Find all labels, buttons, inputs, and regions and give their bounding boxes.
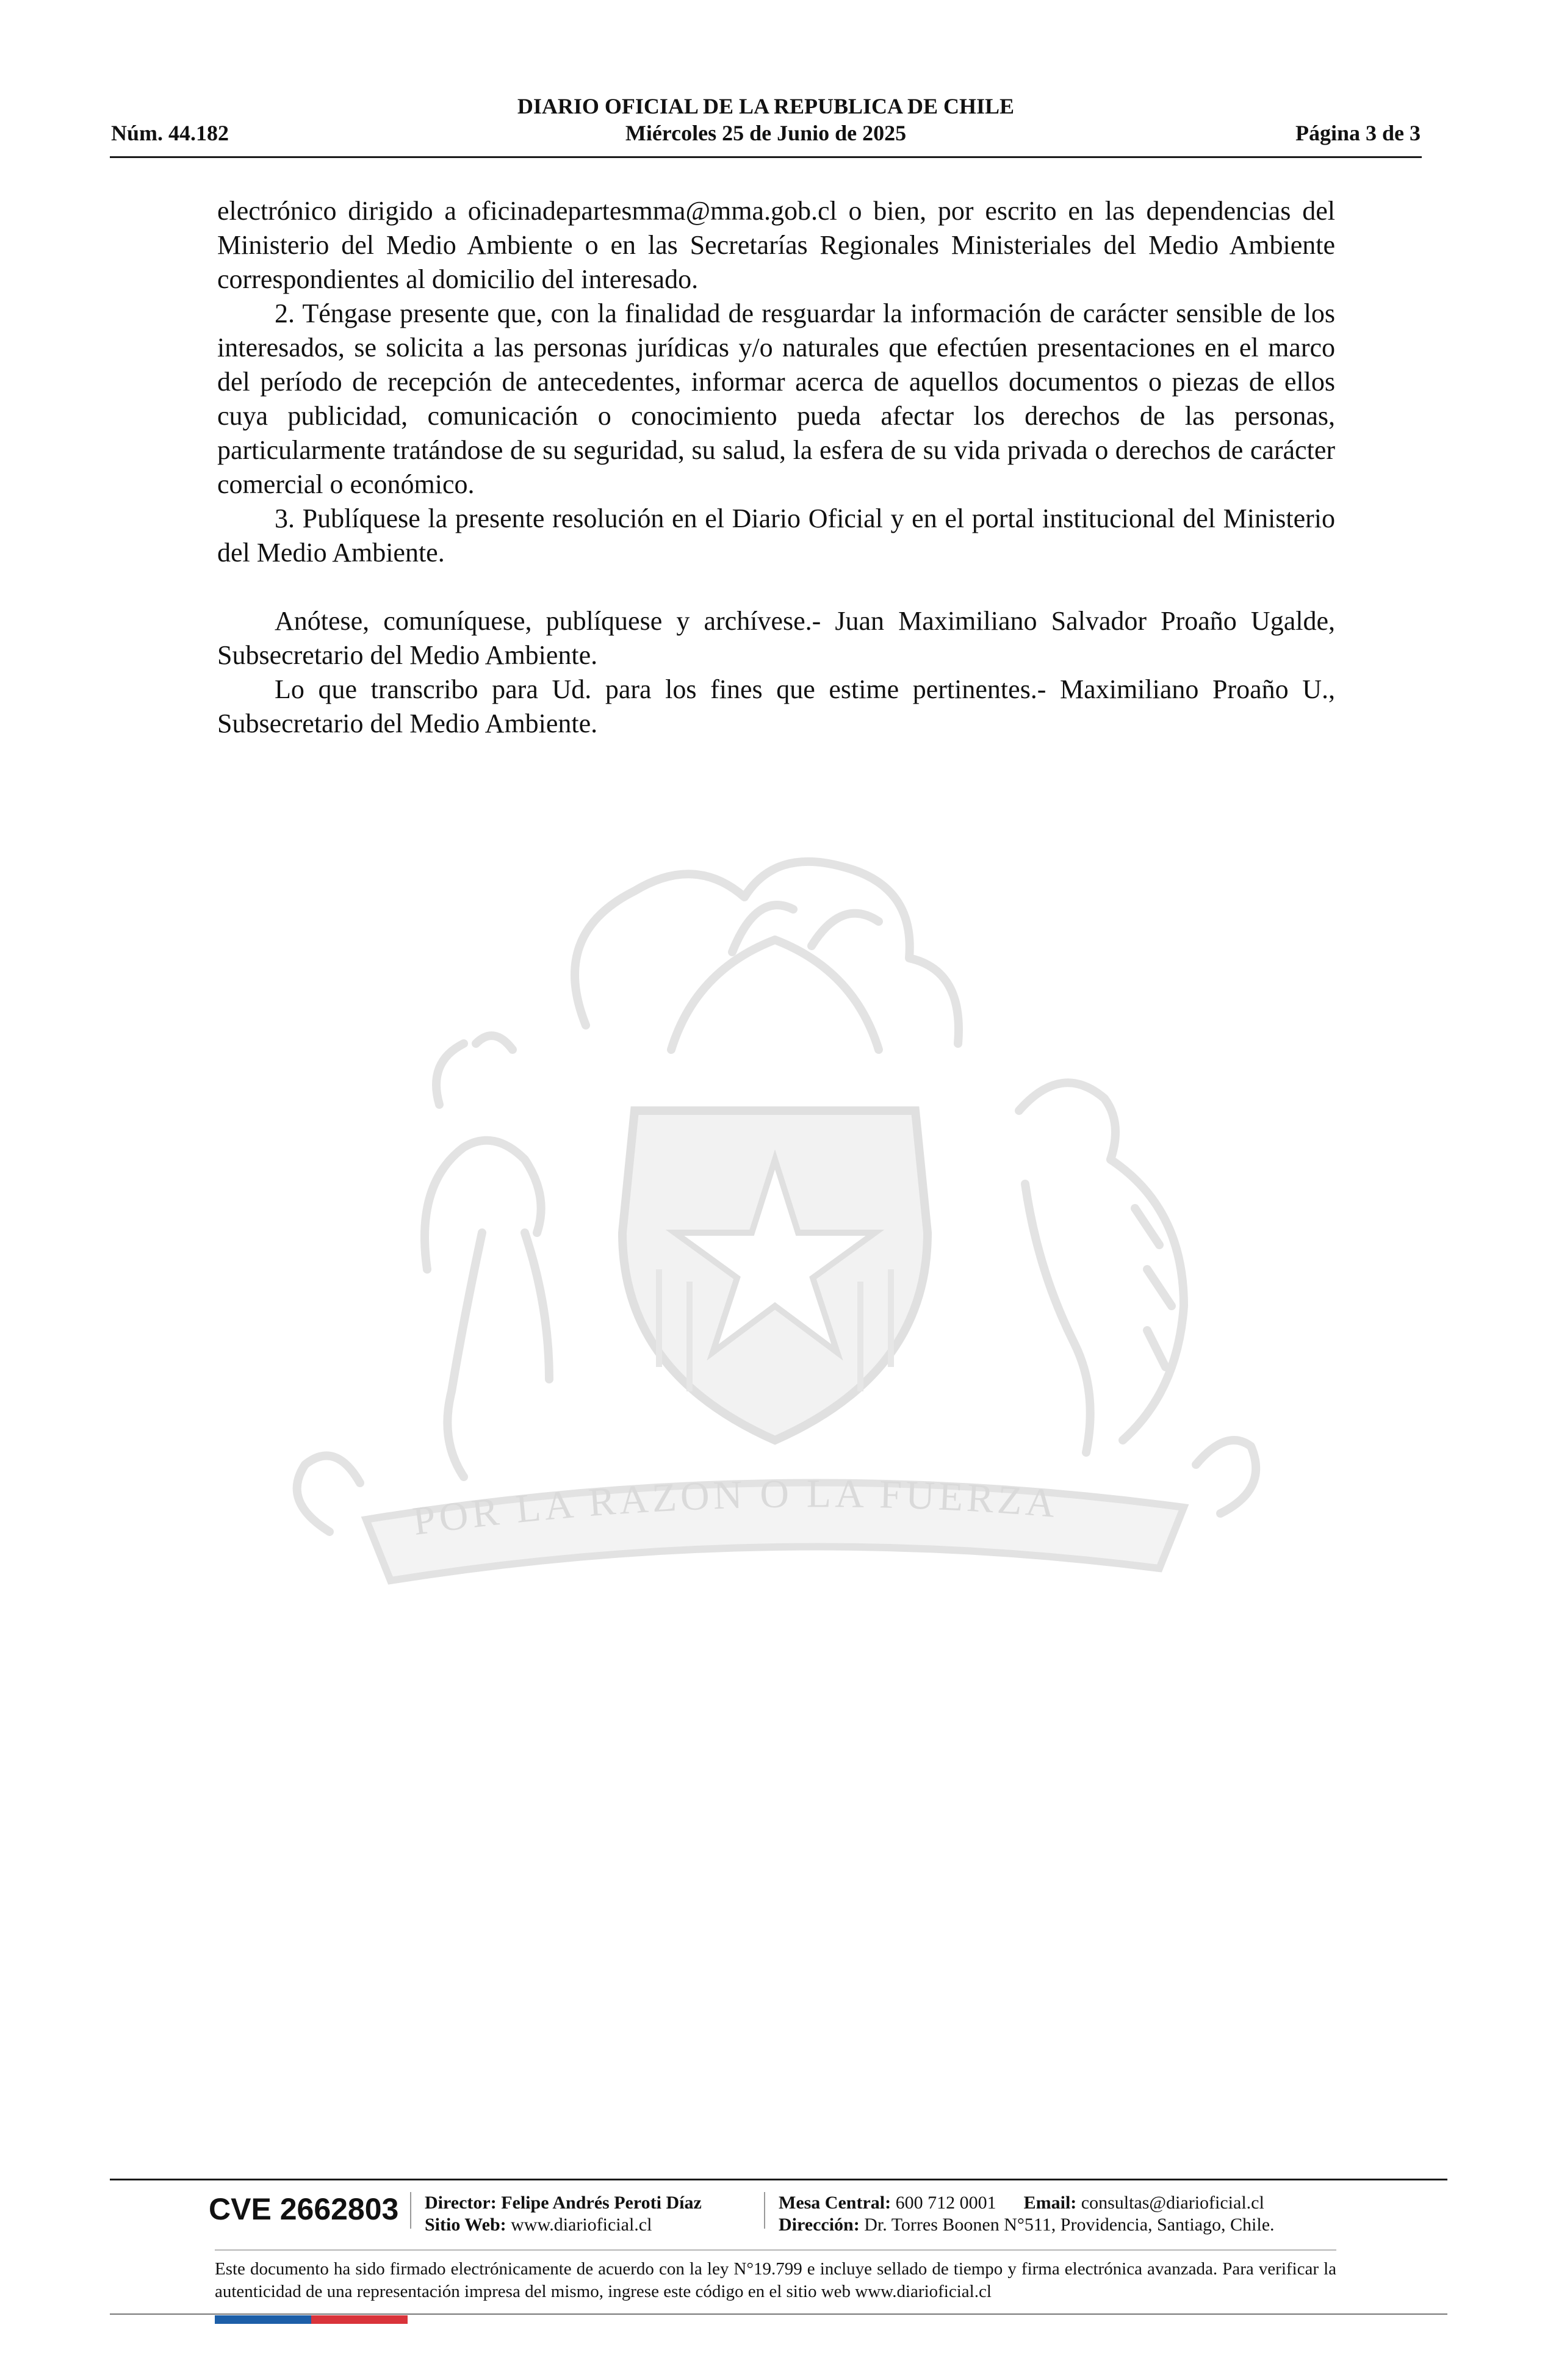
coat-of-arms-motto: POR LA RAZON O LA FUERZA [410,1471,1061,1544]
paragraph-2: 2. Téngase presente que, con la finalidad de resguardar la información de carácter sensible de los interesados, se solicita a las personas jurídicas y/o naturales que efectúen presentaciones en el marco del período de recepción de antecedentes, informar acerca de aquellos documentos o piezas de ellos cuya publicidad, comunicación o conocimiento pueda afectar los derechos de las personas, particularmente tratándose de su seguridad, su salud, la esfera de su vida privada o derechos de carácter comercial o económico. [217,298,1335,499]
mesa-central-value: 600 712 0001 [895,2193,996,2213]
page-header [111,93,1421,159]
issue-number: Núm. 44.182 [111,121,229,145]
page-number: Página 3 de 3 [1295,121,1421,145]
website-label: Sitio Web: [425,2215,506,2235]
website-line [425,2214,652,2236]
director-label: Director: [425,2193,497,2213]
chile-coat-of-arms-icon [207,842,1342,1672]
footer-bottom-rule [110,2313,1447,2315]
issue-date: Miércoles 25 de Junio de 2025 [625,121,907,145]
address-line [779,2214,1275,2236]
header-divider [110,156,1422,158]
flag-stripe-blue [215,2315,311,2324]
newspaper-title: DIARIO OFICIAL DE LA REPUBLICA DE CHILE [517,94,1015,118]
cve-code: CVE 2662803 [209,2192,399,2226]
footer-top-rule [110,2179,1447,2180]
email-value: consultas@diarioficial.cl [1081,2193,1264,2213]
footer-separator [764,2192,765,2229]
flag-stripe-red [311,2315,408,2324]
website-value: www.diarioficial.cl [511,2215,652,2235]
mesa-central-label: Mesa Central: [779,2193,891,2213]
director-line [425,2192,702,2214]
signature-notice: Este documento ha sido firmado electrónicamente de acuerdo con la ley N°19.799 e incluye sellado de tiempo y firma electrónica avanzada. Para verificar la autenticidad de una representación impresa del mismo, ingrese este código en el sitio web www.diarioficial.cl [215,2259,1336,2301]
director-name: Felipe Andrés Peroti Díaz [501,2193,702,2213]
address-value: Dr. Torres Boonen N°511, Providencia, Santiago, Chile. [864,2215,1275,2235]
address-label: Dirección: [779,2215,860,2235]
email-label: Email: [1023,2193,1077,2213]
transcription-paragraph: Lo que transcribo para Ud. para los fines que estime pertinentes.- Maximiliano Proaño U., Subsecretario del Medio Ambiente. [217,674,1335,738]
contact-line [779,2192,1264,2214]
paragraph-3: 3. Publíquese la presente resolución en el Diario Oficial y en el portal institucional del Ministerio del Medio Ambiente. [217,503,1335,568]
closing-paragraph: Anótese, comuníquese, publíquese y archívese.- Juan Maximiliano Salvador Proaño Ugalde, Subsecretario del Medio Ambiente. [217,606,1335,670]
footer-separator [410,2192,411,2229]
paragraph-1: electrónico dirigido a oficinadepartesmma@mma.gob.cl o bien, por escrito en las dependencias del Ministerio del Medio Ambiente o en las Secretarías Regionales Ministeriales del Medio Ambiente correspondientes al domicilio del interesado. [217,196,1335,294]
document-body [217,194,1335,741]
footer-middle-rule [215,2249,1336,2251]
